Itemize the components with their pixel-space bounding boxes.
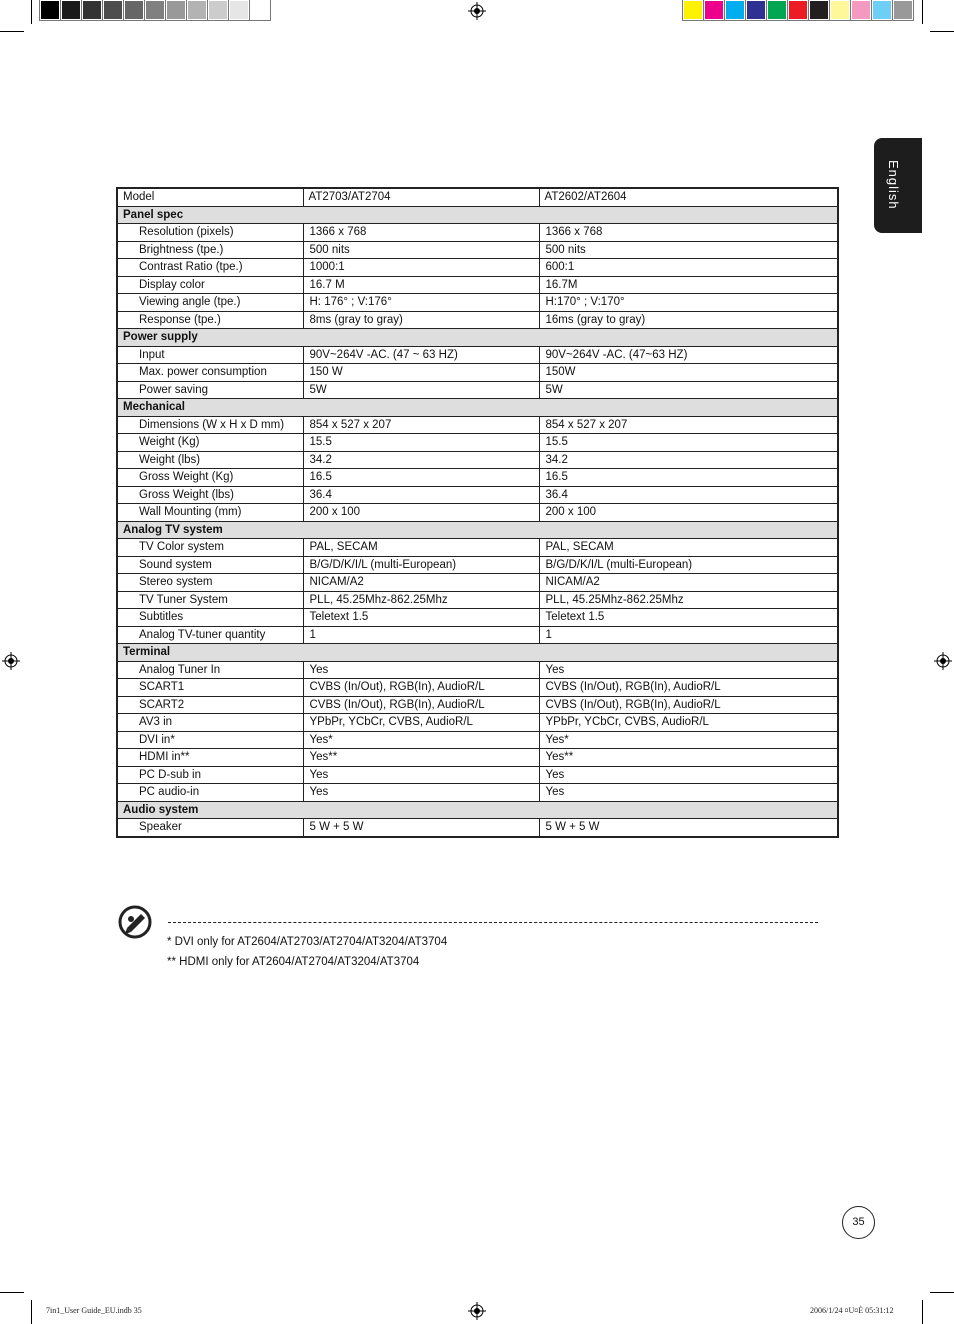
spec-value: 16.7 M [303, 276, 539, 294]
spec-value: 150 W [303, 364, 539, 382]
spec-value: 1000:1 [303, 259, 539, 277]
note-divider [168, 922, 818, 923]
color-calibration-bar [683, 0, 914, 21]
spec-value: H:170° ; V:170° [539, 294, 838, 312]
spec-label: Dimensions (W x H x D mm) [117, 416, 303, 434]
spec-label: Contrast Ratio (tpe.) [117, 259, 303, 277]
spec-value: NICAM/A2 [303, 574, 539, 592]
table-row [117, 714, 838, 732]
spec-value: Yes [303, 784, 539, 802]
table-section-row [117, 206, 838, 224]
color-swatch [208, 0, 228, 20]
spec-value: 15.5 [303, 434, 539, 452]
color-swatch [893, 0, 913, 20]
table-row [117, 591, 838, 609]
spec-label: Input [117, 346, 303, 364]
spec-value: 200 x 100 [539, 504, 838, 522]
spec-label: HDMI in** [117, 749, 303, 767]
spec-value: Yes* [539, 731, 838, 749]
table-row [117, 259, 838, 277]
color-swatch [250, 0, 270, 20]
section-title: Terminal [117, 644, 838, 662]
spec-value: Teletext 1.5 [303, 609, 539, 627]
section-title: Analog TV system [117, 521, 838, 539]
spec-value: 34.2 [303, 451, 539, 469]
crop-mark [930, 1292, 954, 1293]
table-row [117, 276, 838, 294]
spec-value: 16.5 [539, 469, 838, 487]
spec-value: 854 x 527 x 207 [303, 416, 539, 434]
table-header-cell: AT2703/AT2704 [303, 188, 539, 206]
note-icon [118, 905, 152, 939]
spec-value: 1366 x 768 [539, 224, 838, 242]
spec-label: Gross Weight (Kg) [117, 469, 303, 487]
spec-label: Display color [117, 276, 303, 294]
color-swatch [851, 0, 871, 20]
spec-label: Wall Mounting (mm) [117, 504, 303, 522]
spec-value: Yes [539, 784, 838, 802]
spec-value: 1 [539, 626, 838, 644]
spec-value: Yes [539, 766, 838, 784]
spec-value: 5 W + 5 W [303, 819, 539, 837]
spec-value: 16ms (gray to gray) [539, 311, 838, 329]
spec-value: CVBS (In/Out), RGB(In), AudioR/L [303, 679, 539, 697]
spec-value: PLL, 45.25Mhz-862.25Mhz [303, 591, 539, 609]
spec-label: PC audio-in [117, 784, 303, 802]
color-swatch [124, 0, 144, 20]
spec-label: Response (tpe.) [117, 311, 303, 329]
spec-value: 500 nits [303, 241, 539, 259]
color-swatch [166, 0, 186, 20]
registration-mark-icon [934, 652, 952, 670]
spec-value: Yes [539, 661, 838, 679]
spec-label: Viewing angle (tpe.) [117, 294, 303, 312]
spec-value: PAL, SECAM [539, 539, 838, 557]
spec-label: Weight (lbs) [117, 451, 303, 469]
table-row [117, 749, 838, 767]
spec-value: Yes [303, 766, 539, 784]
spec-value: 600:1 [539, 259, 838, 277]
spec-value: CVBS (In/Out), RGB(In), AudioR/L [539, 696, 838, 714]
gray-calibration-bar [40, 0, 271, 21]
spec-value: YPbPr, YCbCr, CVBS, AudioR/L [539, 714, 838, 732]
spec-value: PAL, SECAM [303, 539, 539, 557]
crop-mark [31, 0, 32, 24]
spec-value: Yes [303, 661, 539, 679]
spec-label: Resolution (pixels) [117, 224, 303, 242]
color-swatch [788, 0, 808, 20]
table-row [117, 294, 838, 312]
spec-label: Weight (Kg) [117, 434, 303, 452]
table-row [117, 451, 838, 469]
spec-label: Max. power consumption [117, 364, 303, 382]
color-swatch [61, 0, 81, 20]
color-swatch [725, 0, 745, 20]
footer-timestamp: 2006/1/24 ¤U¤È 05:31:12 [810, 1306, 894, 1315]
spec-label: AV3 in [117, 714, 303, 732]
spec-value: 500 nits [539, 241, 838, 259]
table-header-cell: Model [117, 188, 303, 206]
spec-label: TV Color system [117, 539, 303, 557]
spec-label: Analog Tuner In [117, 661, 303, 679]
spec-label: Analog TV-tuner quantity [117, 626, 303, 644]
spec-value: 90V~264V -AC. (47 ~ 63 HZ) [303, 346, 539, 364]
spec-label: Gross Weight (lbs) [117, 486, 303, 504]
table-section-row [117, 399, 838, 417]
spec-label: DVI in* [117, 731, 303, 749]
spec-value: Teletext 1.5 [539, 609, 838, 627]
spec-value: 36.4 [539, 486, 838, 504]
table-section-row [117, 801, 838, 819]
crop-mark [922, 0, 923, 24]
spec-value: B/G/D/K/I/L (multi-European) [539, 556, 838, 574]
color-swatch [809, 0, 829, 20]
specification-table [116, 187, 839, 838]
table-row [117, 539, 838, 557]
spec-label: SCART1 [117, 679, 303, 697]
spec-value: Yes** [539, 749, 838, 767]
table-row [117, 731, 838, 749]
spec-value: 5W [303, 381, 539, 399]
table-row [117, 784, 838, 802]
color-swatch [145, 0, 165, 20]
language-tab-label: English [886, 160, 901, 210]
table-row [117, 224, 838, 242]
spec-value: 150W [539, 364, 838, 382]
color-swatch [40, 0, 60, 20]
color-swatch [704, 0, 724, 20]
table-row [117, 364, 838, 382]
spec-label: PC D-sub in [117, 766, 303, 784]
spec-label: Speaker [117, 819, 303, 837]
section-title: Panel spec [117, 206, 838, 224]
table-section-row [117, 521, 838, 539]
crop-mark [31, 1300, 32, 1324]
spec-value: 90V~264V -AC. (47~63 HZ) [539, 346, 838, 364]
table-row [117, 381, 838, 399]
spec-value: 1 [303, 626, 539, 644]
spec-value: 5W [539, 381, 838, 399]
spec-value: B/G/D/K/I/L (multi-European) [303, 556, 539, 574]
color-swatch [103, 0, 123, 20]
spec-value: 1366 x 768 [303, 224, 539, 242]
table-section-row [117, 644, 838, 662]
table-row [117, 626, 838, 644]
table-row [117, 311, 838, 329]
spec-value: 36.4 [303, 486, 539, 504]
color-swatch [746, 0, 766, 20]
section-title: Mechanical [117, 399, 838, 417]
language-tab [874, 138, 922, 233]
note-hdmi: ** HDMI only for AT2604/AT2704/AT3204/AT3704 [167, 956, 420, 968]
spec-value: 16.7M [539, 276, 838, 294]
spec-value: CVBS (In/Out), RGB(In), AudioR/L [303, 696, 539, 714]
spec-value: 15.5 [539, 434, 838, 452]
crop-mark [922, 1300, 923, 1324]
table-row [117, 609, 838, 627]
spec-label: SCART2 [117, 696, 303, 714]
spec-value: 5 W + 5 W [539, 819, 838, 837]
table-row [117, 434, 838, 452]
crop-mark [930, 31, 954, 32]
table-row [117, 556, 838, 574]
table-row [117, 346, 838, 364]
spec-value: 16.5 [303, 469, 539, 487]
color-swatch [229, 0, 249, 20]
spec-label: Stereo system [117, 574, 303, 592]
spec-value: CVBS (In/Out), RGB(In), AudioR/L [539, 679, 838, 697]
spec-label: Sound system [117, 556, 303, 574]
spec-value: NICAM/A2 [539, 574, 838, 592]
spec-value: YPbPr, YCbCr, CVBS, AudioR/L [303, 714, 539, 732]
table-header-row [117, 188, 838, 206]
registration-mark-icon [468, 1302, 486, 1320]
table-row [117, 486, 838, 504]
spec-value: 34.2 [539, 451, 838, 469]
table-row [117, 661, 838, 679]
table-row [117, 819, 838, 837]
page-number: 35 [842, 1206, 875, 1239]
table-row [117, 469, 838, 487]
spec-label: TV Tuner System [117, 591, 303, 609]
table-row [117, 679, 838, 697]
crop-mark [0, 1292, 24, 1293]
color-swatch [82, 0, 102, 20]
table-row [117, 504, 838, 522]
crop-mark [0, 31, 24, 32]
section-title: Power supply [117, 329, 838, 347]
spec-value: 854 x 527 x 207 [539, 416, 838, 434]
footer-file-info: 7in1_User Guide_EU.indb 35 [46, 1306, 142, 1315]
color-swatch [767, 0, 787, 20]
registration-mark-icon [468, 2, 486, 20]
color-swatch [683, 0, 703, 20]
table-row [117, 696, 838, 714]
spec-label: Power saving [117, 381, 303, 399]
table-row [117, 574, 838, 592]
table-header-cell: AT2602/AT2604 [539, 188, 838, 206]
spec-value: H: 176° ; V:176° [303, 294, 539, 312]
color-swatch [187, 0, 207, 20]
note-dvi: * DVI only for AT2604/AT2703/AT2704/AT3204/AT3704 [167, 936, 448, 948]
spec-value: Yes** [303, 749, 539, 767]
table-section-row [117, 329, 838, 347]
spec-label: Subtitles [117, 609, 303, 627]
table-row [117, 416, 838, 434]
table-row [117, 766, 838, 784]
registration-mark-icon [2, 652, 20, 670]
spec-value: 8ms (gray to gray) [303, 311, 539, 329]
color-swatch [830, 0, 850, 20]
spec-value: PLL, 45.25Mhz-862.25Mhz [539, 591, 838, 609]
section-title: Audio system [117, 801, 838, 819]
spec-value: 200 x 100 [303, 504, 539, 522]
color-swatch [872, 0, 892, 20]
spec-value: Yes* [303, 731, 539, 749]
spec-label: Brightness (tpe.) [117, 241, 303, 259]
table-row [117, 241, 838, 259]
